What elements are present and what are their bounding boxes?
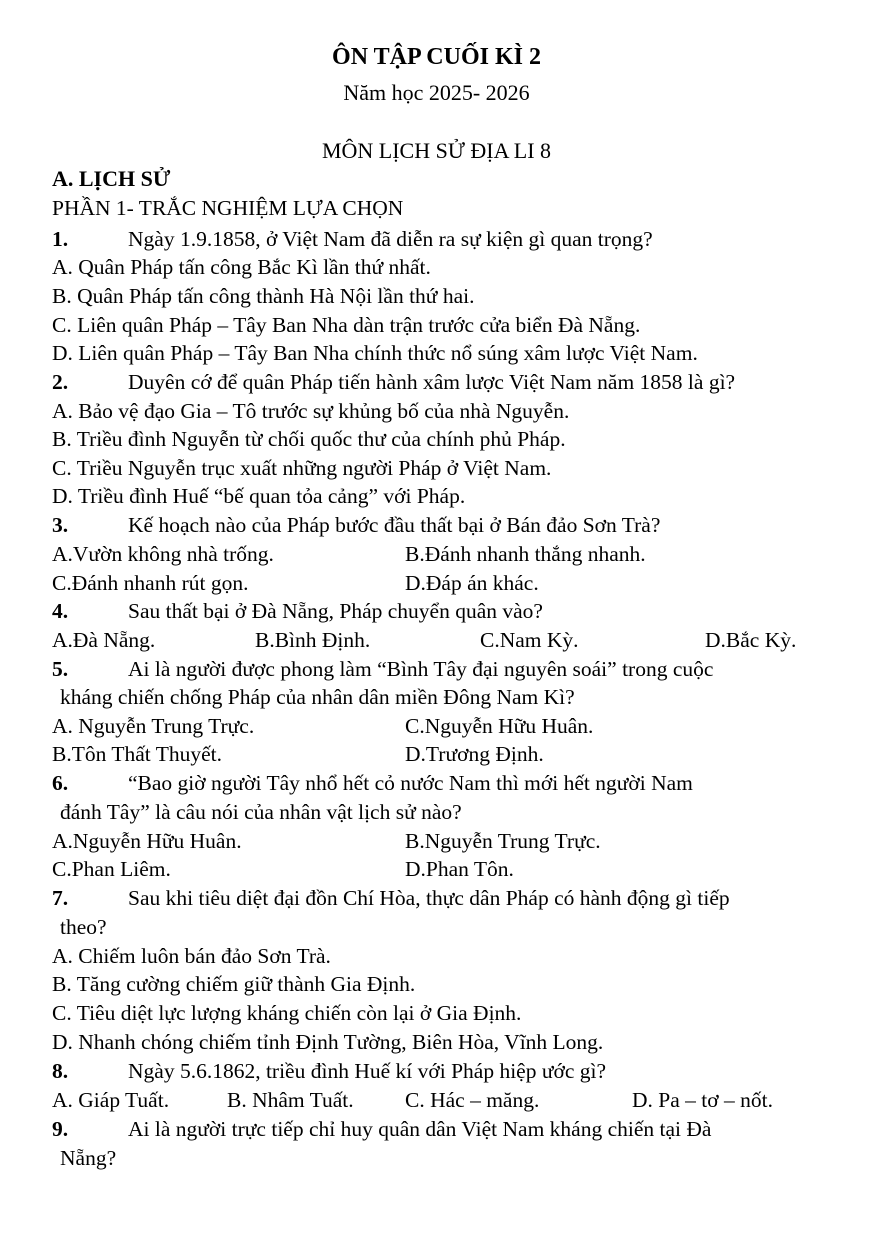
answer-option: B.Đánh nhanh thắng nhanh. xyxy=(405,542,646,566)
question-text: Ngày 5.6.1862, triều đình Huế kí với Pháp hiệp ước gì? xyxy=(128,1059,607,1083)
answer-option: D.Trương Định. xyxy=(405,742,544,766)
question-number: 1. xyxy=(52,227,69,251)
answer-option: D. Pa – tơ – nốt. xyxy=(632,1088,773,1112)
subject-title: MÔN LỊCH SỬ ĐỊA LI 8 xyxy=(321,138,552,163)
answer-option: D.Phan Tôn. xyxy=(405,857,514,881)
question-text: Duyên cớ để quân Pháp tiến hành xâm lược Việt Nam năm 1858 là gì? xyxy=(128,370,736,394)
answer-option: B.Bình Định. xyxy=(255,628,371,652)
question-text: Kế hoạch nào của Pháp bước đầu thất bại ở Bán đảo Sơn Trà? xyxy=(128,513,661,537)
answer-option: A.Nguyễn Hữu Huân. xyxy=(52,829,242,853)
answer-option: D.Bắc Kỳ. xyxy=(705,628,797,652)
question-text: Sau thất bại ở Đà Nẵng, Pháp chuyển quân vào? xyxy=(128,599,543,623)
answer-option: A.Vườn không nhà trống. xyxy=(52,542,274,566)
answer-option: C.Nam Kỳ. xyxy=(480,628,579,652)
answer-option: A. Bảo vệ đạo Gia – Tô trước sự khủng bố của nhà Nguyễn. xyxy=(52,399,570,423)
question-number: 6. xyxy=(52,771,69,795)
question-text: Ai là người trực tiếp chỉ huy quân dân Việt Nam kháng chiến tại Đà xyxy=(128,1117,712,1141)
question-number: 5. xyxy=(52,657,69,681)
answer-option: B. Quân Pháp tấn công thành Hà Nội lần thứ hai. xyxy=(52,284,475,308)
question-number: 4. xyxy=(52,599,69,623)
question-number: 7. xyxy=(52,886,69,910)
question-number: 9. xyxy=(52,1117,69,1141)
answer-option: A.Đà Nẵng. xyxy=(52,628,156,652)
answer-option: B.Nguyễn Trung Trực. xyxy=(405,829,601,853)
question-number: 8. xyxy=(52,1059,69,1083)
question-number: 2. xyxy=(52,370,69,394)
answer-option: D. Triều đình Huế “bế quan tỏa cảng” với Pháp. xyxy=(52,484,466,508)
answer-option: A. Chiếm luôn bán đảo Sơn Trà. xyxy=(52,944,331,968)
section-heading: A. LỊCH SỬ xyxy=(52,166,171,191)
answer-option: C. Liên quân Pháp – Tây Ban Nha dàn trận trước cửa biển Đà Nẵng. xyxy=(52,313,641,337)
question-text-continued: Nẵng? xyxy=(60,1146,117,1170)
part-heading: PHẦN 1- TRẮC NGHIỆM LỰA CHỌN xyxy=(52,196,404,220)
answer-option: B. Tăng cường chiếm giữ thành Gia Định. xyxy=(52,972,416,996)
answer-option: C.Nguyễn Hữu Huân. xyxy=(405,714,594,738)
question-text-continued: theo? xyxy=(60,915,107,939)
question-number: 3. xyxy=(52,513,69,537)
answer-option: B.Tôn Thất Thuyết. xyxy=(52,742,222,766)
school-year: Năm học 2025- 2026 xyxy=(343,80,530,105)
answer-option: C. Tiêu diệt lực lượng kháng chiến còn lại ở Gia Định. xyxy=(52,1001,522,1025)
answer-option: D.Đáp án khác. xyxy=(405,571,539,595)
answer-option: D. Liên quân Pháp – Tây Ban Nha chính thức nổ súng xâm lược Việt Nam. xyxy=(52,341,698,365)
answer-option: B. Triều đình Nguyễn từ chối quốc thư của chính phủ Pháp. xyxy=(52,427,566,451)
answer-option: C.Phan Liêm. xyxy=(52,857,171,881)
question-text: Ai là người được phong làm “Bình Tây đại nguyên soái” trong cuộc xyxy=(128,657,714,681)
doc-title: ÔN TẬP CUỐI KÌ 2 xyxy=(332,44,541,70)
answer-option: C. Hác – măng. xyxy=(405,1088,540,1112)
answer-option: A. Nguyễn Trung Trực. xyxy=(52,714,255,738)
question-text: Sau khi tiêu diệt đại đồn Chí Hòa, thực dân Pháp có hành động gì tiếp xyxy=(128,886,730,910)
question-text-continued: kháng chiến chống Pháp của nhân dân miền Đông Nam Kì? xyxy=(60,685,575,709)
answer-option: B. Nhâm Tuất. xyxy=(227,1088,354,1112)
answer-option: C.Đánh nhanh rút gọn. xyxy=(52,571,249,595)
answer-option: C. Triều Nguyễn trục xuất những người Pháp ở Việt Nam. xyxy=(52,456,552,480)
question-text: “Bao giờ người Tây nhổ hết cỏ nước Nam thì mới hết người Nam xyxy=(128,771,693,795)
answer-option: A. Giáp Tuất. xyxy=(52,1088,170,1112)
answer-option: A. Quân Pháp tấn công Bắc Kì lần thứ nhất. xyxy=(52,255,431,279)
question-text-continued: đánh Tây” là câu nói của nhân vật lịch sử nào? xyxy=(60,800,462,824)
answer-option: D. Nhanh chóng chiếm tỉnh Định Tường, Biên Hòa, Vĩnh Long. xyxy=(52,1030,604,1054)
question-text: Ngày 1.9.1858, ở Việt Nam đã diễn ra sự kiện gì quan trọng? xyxy=(128,227,653,251)
